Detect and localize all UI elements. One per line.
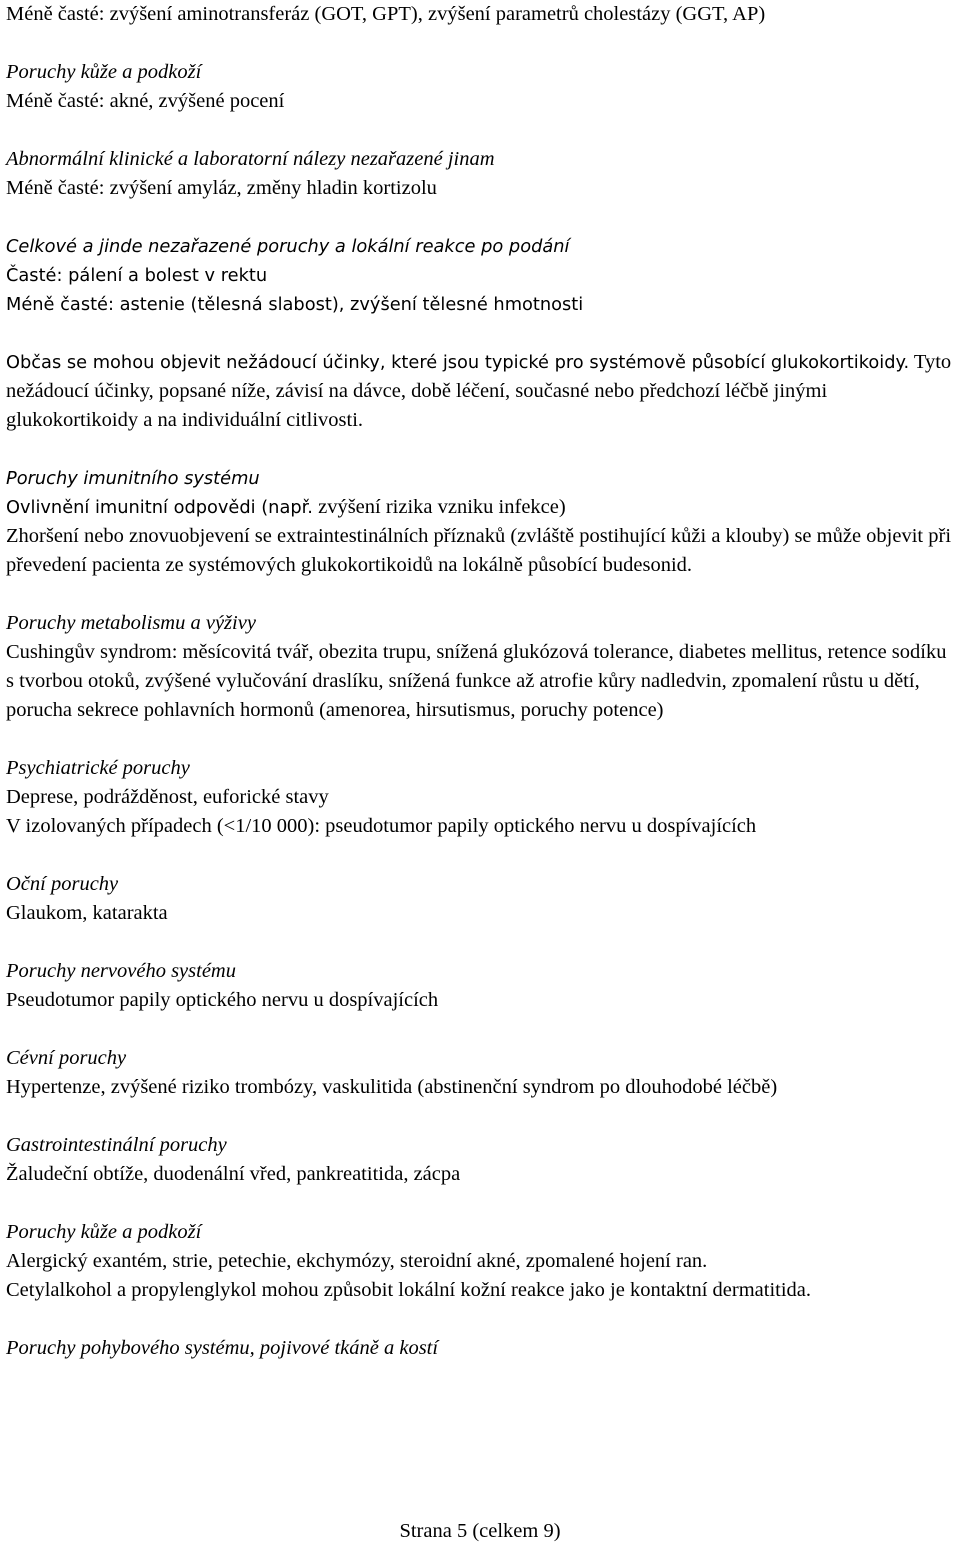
heading-skin: Poruchy kůže a podkoží [6, 61, 202, 83]
skin-line: Méně časté: akné, zvýšené pocení [6, 90, 285, 112]
heading-eye: Oční poruchy [6, 873, 119, 895]
heading-vascular: Cévní poruchy [6, 1047, 127, 1069]
systemic-effects-intro: Občas se mohou objevit nežádoucí účinky, které jsou typické pro systémově působící glukokortikoidy. [6, 352, 910, 373]
hepatic-line: Méně časté: zvýšení aminotransferáz (GOT, GPT), zvýšení parametrů cholestázy (GGT, AP) [6, 3, 766, 25]
skin-excipients-line: Cetylalkohol a propylenglykol mohou způsobit lokální kožní reakce jako je kontaktní dermatitida. [6, 1279, 812, 1301]
general-common-line: Časté: pálení a bolest v rektu [6, 265, 268, 286]
immune-paragraph: Zhoršení nebo znovuobjevení se extraintestinálních příznaků (zvláště postihující kůži a klouby) se může objevit při převedení pacienta ze systémových glukokortikoidů na lokálně působící budesonid. [6, 525, 952, 576]
heading-nervous: Poruchy nervového systému [6, 960, 236, 982]
immune-line [6, 493, 956, 522]
heading-immune: Poruchy imunitního systému [6, 468, 260, 489]
psychiatric-line: Deprese, podrážděnost, euforické stavy [6, 786, 329, 808]
heading-general-disorders: Celkové a jinde nezařazené poruchy a lokální reakce po podání [6, 236, 570, 257]
page-number-footer: Strana 5 (celkem 9) [399, 1520, 561, 1542]
immune-line-end: zvýšení rizika vzniku infekce) [312, 496, 566, 518]
systemic-effects-paragraph [6, 348, 956, 435]
gastro-line: Žaludeční obtíže, duodenální vřed, pankreatitida, zácpa [6, 1163, 461, 1185]
vascular-line: Hypertenze, zvýšené riziko trombózy, vaskulitida (abstinenční syndrom po dlouhodobé léčbě) [6, 1076, 778, 1098]
heading-lab-findings: Abnormální klinické a laboratorní nálezy nezařazené jinam [6, 148, 495, 170]
heading-metabolism: Poruchy metabolismu a výživy [6, 612, 256, 634]
heading-skin-2: Poruchy kůže a podkoží [6, 1221, 202, 1243]
lab-findings-line: Méně časté: zvýšení amyláz, změny hladin kortizolu [6, 177, 437, 199]
metabolism-paragraph: Cushingův syndrom: měsícovitá tvář, obezita trupu, snížená glukózová tolerance, diabetes mellitus, retence sodíku s tvorbou otoků, zvýšené vylučování draslíku, snížená funkce až atrofie kůry nadledvin, zpomalení růstu u dětí, porucha sekrece pohlavních hormonů (amenorea, hirsutismus, poruchy potence) [6, 641, 947, 721]
systemic-effects-details: Tyto nežádoucí účinky, popsané níže, závisí na dávce, době léčení, současné nebo předchozí léčbě jinými glukokortikoidy a na individuální citlivosti. [6, 351, 952, 431]
eye-line: Glaukom, katarakta [6, 902, 168, 924]
skin-effects-line: Alergický exantém, strie, petechie, ekchymózy, steroidní akné, zpomalené hojení ran. [6, 1250, 708, 1272]
nervous-line: Pseudotumor papily optického nervu u dospívajících [6, 989, 439, 1011]
document-page [6, 0, 956, 1363]
general-uncommon-line: Méně časté: astenie (tělesná slabost), zvýšení tělesné hmotnosti [6, 294, 584, 315]
immune-line-start: Ovlivnění imunitní odpovědi (např. [6, 497, 313, 518]
psychiatric-rare-line: V izolovaných případech (<1/10 000): pseudotumor papily optického nervu u dospívajících [6, 815, 757, 837]
heading-gastro: Gastrointestinální poruchy [6, 1134, 227, 1156]
heading-psychiatric: Psychiatrické poruchy [6, 757, 190, 779]
heading-musculoskeletal: Poruchy pohybového systému, pojivové tkáně a kostí [6, 1337, 439, 1359]
